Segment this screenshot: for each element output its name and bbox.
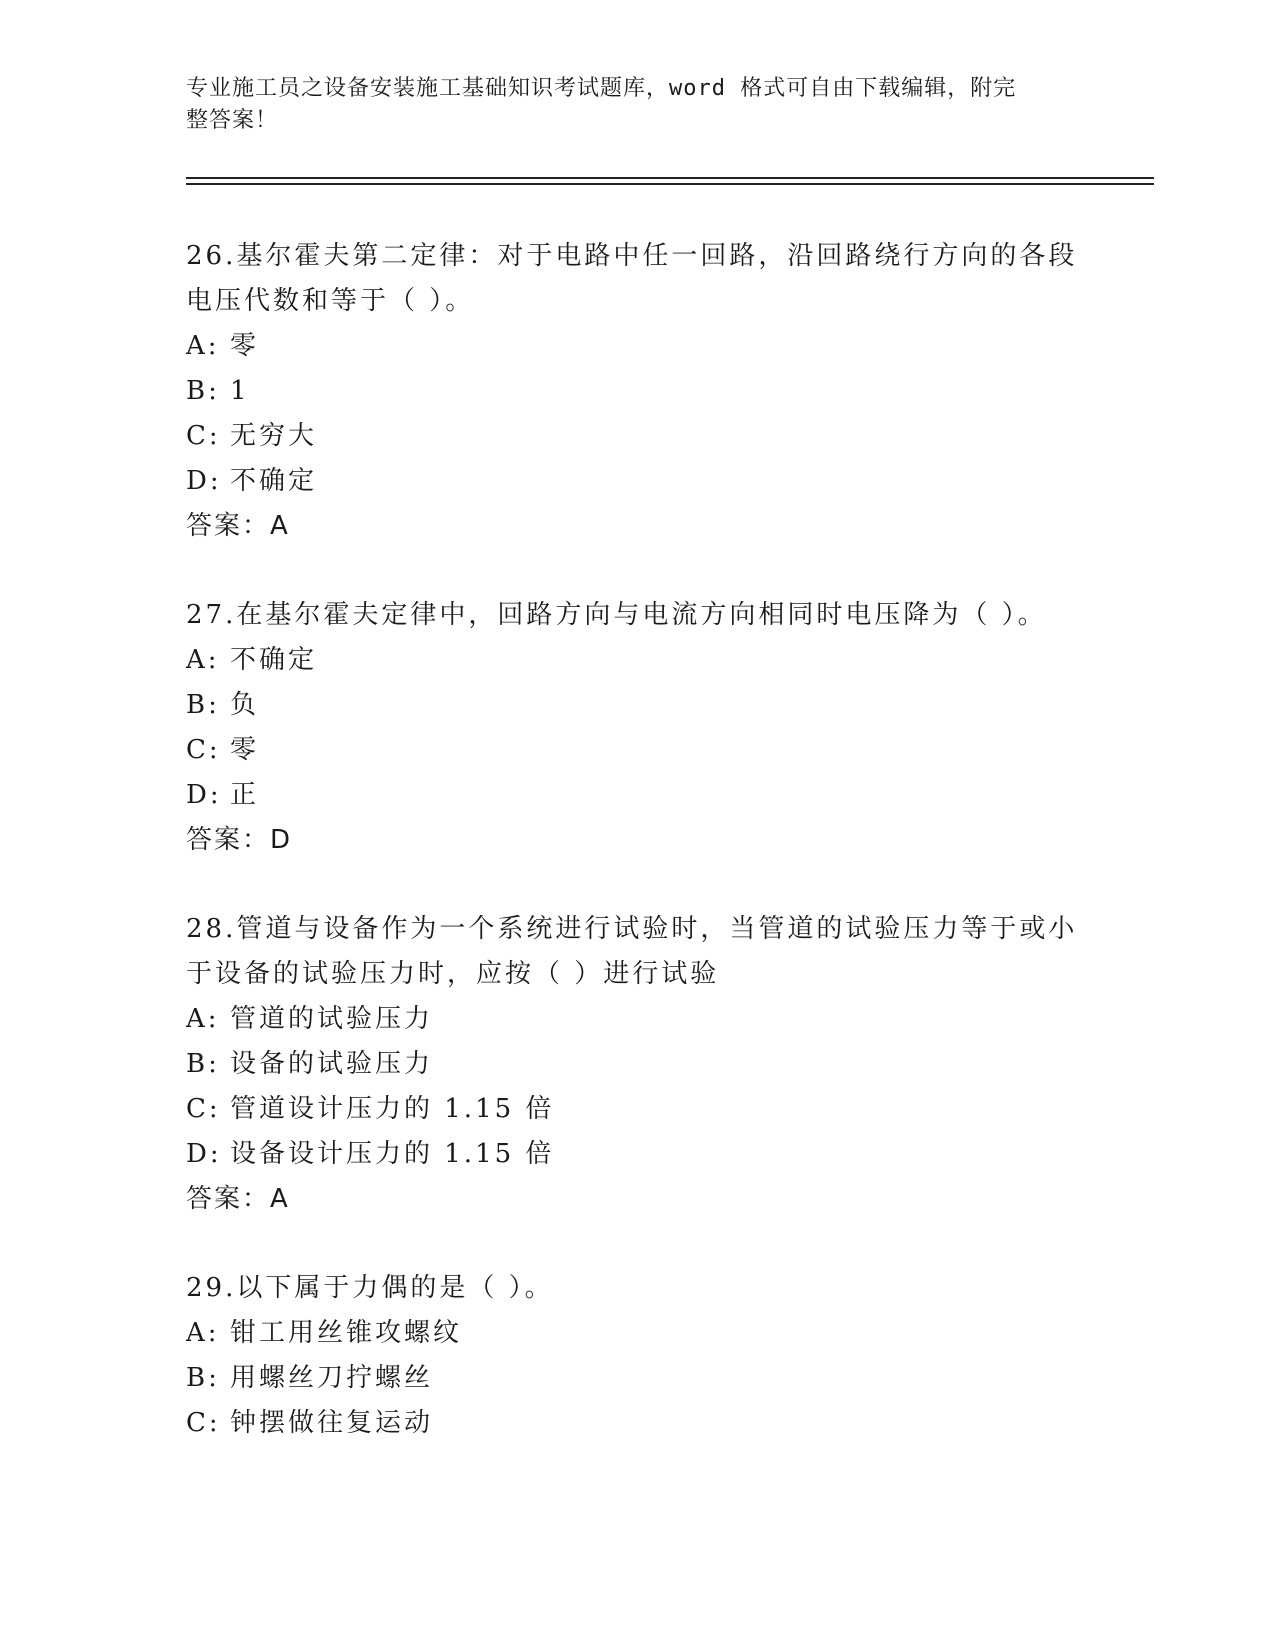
answer-line: 答案：A bbox=[186, 1184, 290, 1214]
option-text: 钳工用丝锥攻螺纹 bbox=[230, 1318, 463, 1348]
option-text: 零 bbox=[230, 331, 260, 361]
question-29 bbox=[186, 1266, 1086, 1446]
question-26 bbox=[186, 234, 1086, 549]
option-list bbox=[186, 324, 1086, 504]
option-d bbox=[186, 773, 1086, 818]
option-a bbox=[186, 1311, 1086, 1356]
question-stem-line-2: 电压代数和等于（ ）。 bbox=[186, 286, 475, 316]
option-letter: C: bbox=[186, 735, 221, 765]
option-letter: A: bbox=[186, 1318, 220, 1348]
option-c bbox=[186, 728, 1086, 773]
option-text: 不确定 bbox=[230, 466, 318, 496]
question-stem-line-1: 29.以下属于力偶的是（ ）。 bbox=[186, 1273, 554, 1303]
option-text: 正 bbox=[230, 780, 260, 810]
option-text: 零 bbox=[230, 735, 260, 765]
option-letter: D: bbox=[186, 466, 222, 496]
option-list bbox=[186, 638, 1086, 818]
option-letter: B: bbox=[186, 1363, 220, 1393]
option-letter: C: bbox=[186, 1094, 221, 1124]
option-letter: B: bbox=[186, 1049, 220, 1079]
header-line-2: 整答案！ bbox=[186, 108, 279, 133]
option-text: 用螺丝刀拧螺丝 bbox=[230, 1363, 434, 1393]
option-list bbox=[186, 997, 1086, 1177]
option-letter: A: bbox=[186, 331, 220, 361]
option-letter: C: bbox=[186, 1408, 221, 1438]
option-text: 设备设计压力的 1.15 倍 bbox=[230, 1139, 555, 1169]
option-text: 钟摆做往复运动 bbox=[230, 1408, 434, 1438]
question-stem bbox=[186, 1266, 1086, 1311]
option-letter: A: bbox=[186, 645, 220, 675]
option-list bbox=[186, 1311, 1086, 1446]
option-text: 设备的试验压力 bbox=[230, 1049, 434, 1079]
question-stem bbox=[186, 593, 1086, 638]
question-stem-line-1: 28.管道与设备作为一个系统进行试验时，当管道的试验压力等于或小 bbox=[186, 914, 1078, 944]
option-text: 管道设计压力的 1.15 倍 bbox=[230, 1094, 555, 1124]
question-stem-line-1: 27.在基尔霍夫定律中，回路方向与电流方向相同时电压降为（ ）。 bbox=[186, 600, 1047, 630]
option-c bbox=[186, 414, 1086, 459]
question-list bbox=[186, 234, 1086, 1490]
option-text: 不确定 bbox=[230, 645, 318, 675]
question-stem bbox=[186, 234, 1086, 324]
option-b bbox=[186, 369, 1086, 414]
option-text: 负 bbox=[230, 690, 260, 720]
option-letter: B: bbox=[186, 690, 220, 720]
option-b bbox=[186, 1042, 1086, 1087]
option-b bbox=[186, 683, 1086, 728]
option-letter: D: bbox=[186, 1139, 222, 1169]
question-stem-line-2: 于设备的试验压力时，应按（ ）进行试验 bbox=[186, 959, 720, 989]
option-letter: B: bbox=[186, 376, 220, 406]
option-text: 管道的试验压力 bbox=[230, 1004, 434, 1034]
question-27 bbox=[186, 593, 1086, 863]
question-stem bbox=[186, 907, 1086, 997]
header-divider-top bbox=[186, 177, 1154, 179]
header-divider-bottom bbox=[186, 183, 1154, 185]
option-letter: A: bbox=[186, 1004, 220, 1034]
header-line-1: 专业施工员之设备安装施工基础知识考试题库，word 格式可自由下载编辑，附完 bbox=[186, 76, 1017, 101]
option-letter: C: bbox=[186, 421, 221, 451]
question-28 bbox=[186, 907, 1086, 1222]
option-a bbox=[186, 638, 1086, 683]
answer-line: 答案：D bbox=[186, 825, 293, 855]
document-header bbox=[186, 73, 1066, 137]
option-text: 1 bbox=[230, 376, 250, 406]
option-letter: D: bbox=[186, 780, 222, 810]
option-b bbox=[186, 1356, 1086, 1401]
question-stem-line-1: 26.基尔霍夫第二定律：对于电路中任一回路，沿回路绕行方向的各段 bbox=[186, 241, 1078, 271]
option-c bbox=[186, 1087, 1086, 1132]
option-d bbox=[186, 1132, 1086, 1177]
option-c bbox=[186, 1401, 1086, 1446]
option-a bbox=[186, 324, 1086, 369]
answer-line: 答案：A bbox=[186, 511, 290, 541]
option-d bbox=[186, 459, 1086, 504]
option-text: 无穷大 bbox=[230, 421, 318, 451]
option-a bbox=[186, 997, 1086, 1042]
